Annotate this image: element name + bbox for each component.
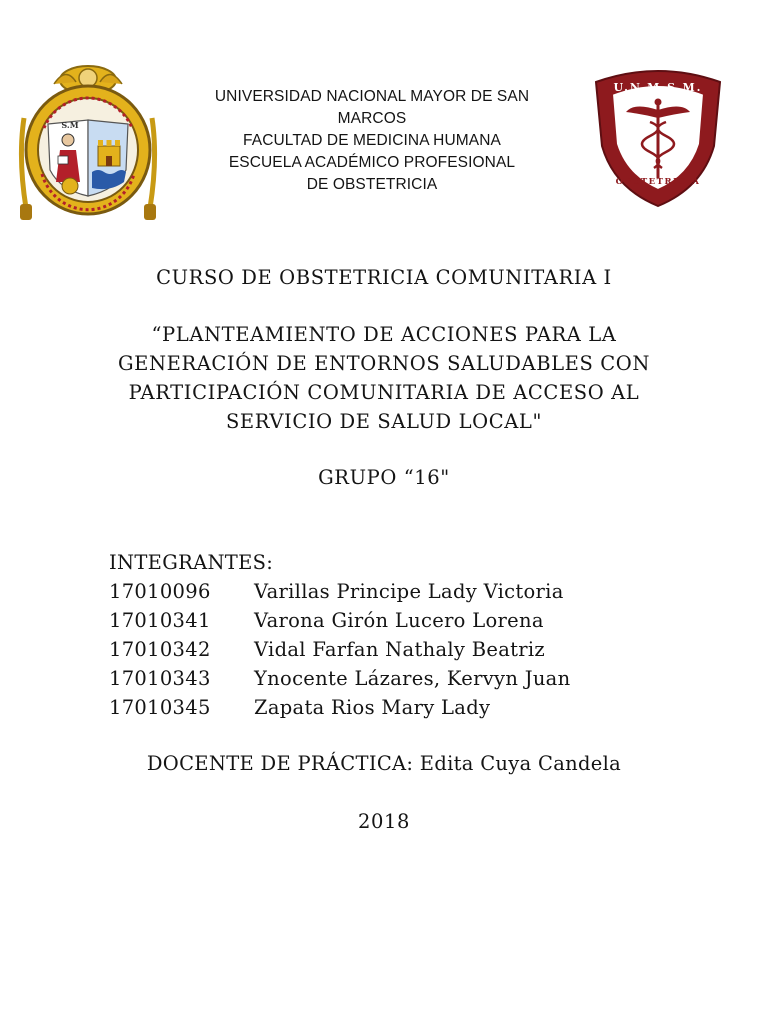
header-line: ESCUELA ACADÉMICO PROFESIONAL [228, 154, 516, 171]
header-line: FACULTAD DE MEDICINA HUMANA [243, 132, 501, 149]
member-name: Vidal Farfan Nathaly Beatriz [254, 638, 545, 661]
member-code: 17010096 [109, 580, 211, 603]
course-name: CURSO DE OBSTETRICIA COMUNITARIA I [156, 266, 612, 289]
member-row [109, 606, 669, 635]
document-year: 2018 [357, 810, 411, 833]
title-line: “PLANTEAMIENTO DE ACCIONES PARA LA [151, 323, 617, 346]
logo-right-top-text: U.N.M.S.M. [613, 81, 703, 94]
members-heading: INTEGRANTES: [109, 551, 274, 574]
member-name: Varillas Principe Lady Victoria [254, 580, 564, 603]
group-label: GRUPO “16" [318, 466, 450, 489]
member-row [109, 635, 669, 664]
university-coat-of-arms-icon [14, 58, 162, 224]
member-code: 17010345 [109, 696, 211, 719]
obstetricia-shield-icon [590, 64, 726, 208]
header-line: DE OBSTETRICIA [306, 176, 438, 193]
document-title [60, 320, 708, 436]
member-row [109, 577, 669, 606]
member-row [109, 664, 669, 693]
header-line: UNIVERSIDAD NACIONAL MAYOR DE SAN [214, 88, 530, 105]
title-line: SERVICIO DE SALUD LOCAL" [225, 410, 543, 433]
institution-header [172, 86, 572, 196]
member-code: 17010341 [109, 609, 211, 632]
teacher-line: DOCENTE DE PRÁCTICA: Edita Cuya Candela [146, 752, 622, 775]
title-line: PARTICIPACIÓN COMUNITARIA DE ACCESO AL [128, 381, 640, 404]
header-line: MARCOS [337, 110, 407, 127]
member-code: 17010343 [109, 667, 211, 690]
member-name: Zapata Rios Mary Lady [254, 696, 491, 719]
logo-right-bottom-text: OBSTETRICIA [615, 177, 701, 187]
member-row [109, 693, 669, 722]
member-name: Ynocente Lázares, Kervyn Juan [254, 667, 571, 690]
member-name: Varona Girón Lucero Lorena [254, 609, 544, 632]
title-line: GENERACIÓN DE ENTORNOS SALUDABLES CON [117, 352, 651, 375]
members-list [109, 548, 669, 722]
member-code: 17010342 [109, 638, 211, 661]
logo-left-text: S.M [61, 120, 79, 130]
